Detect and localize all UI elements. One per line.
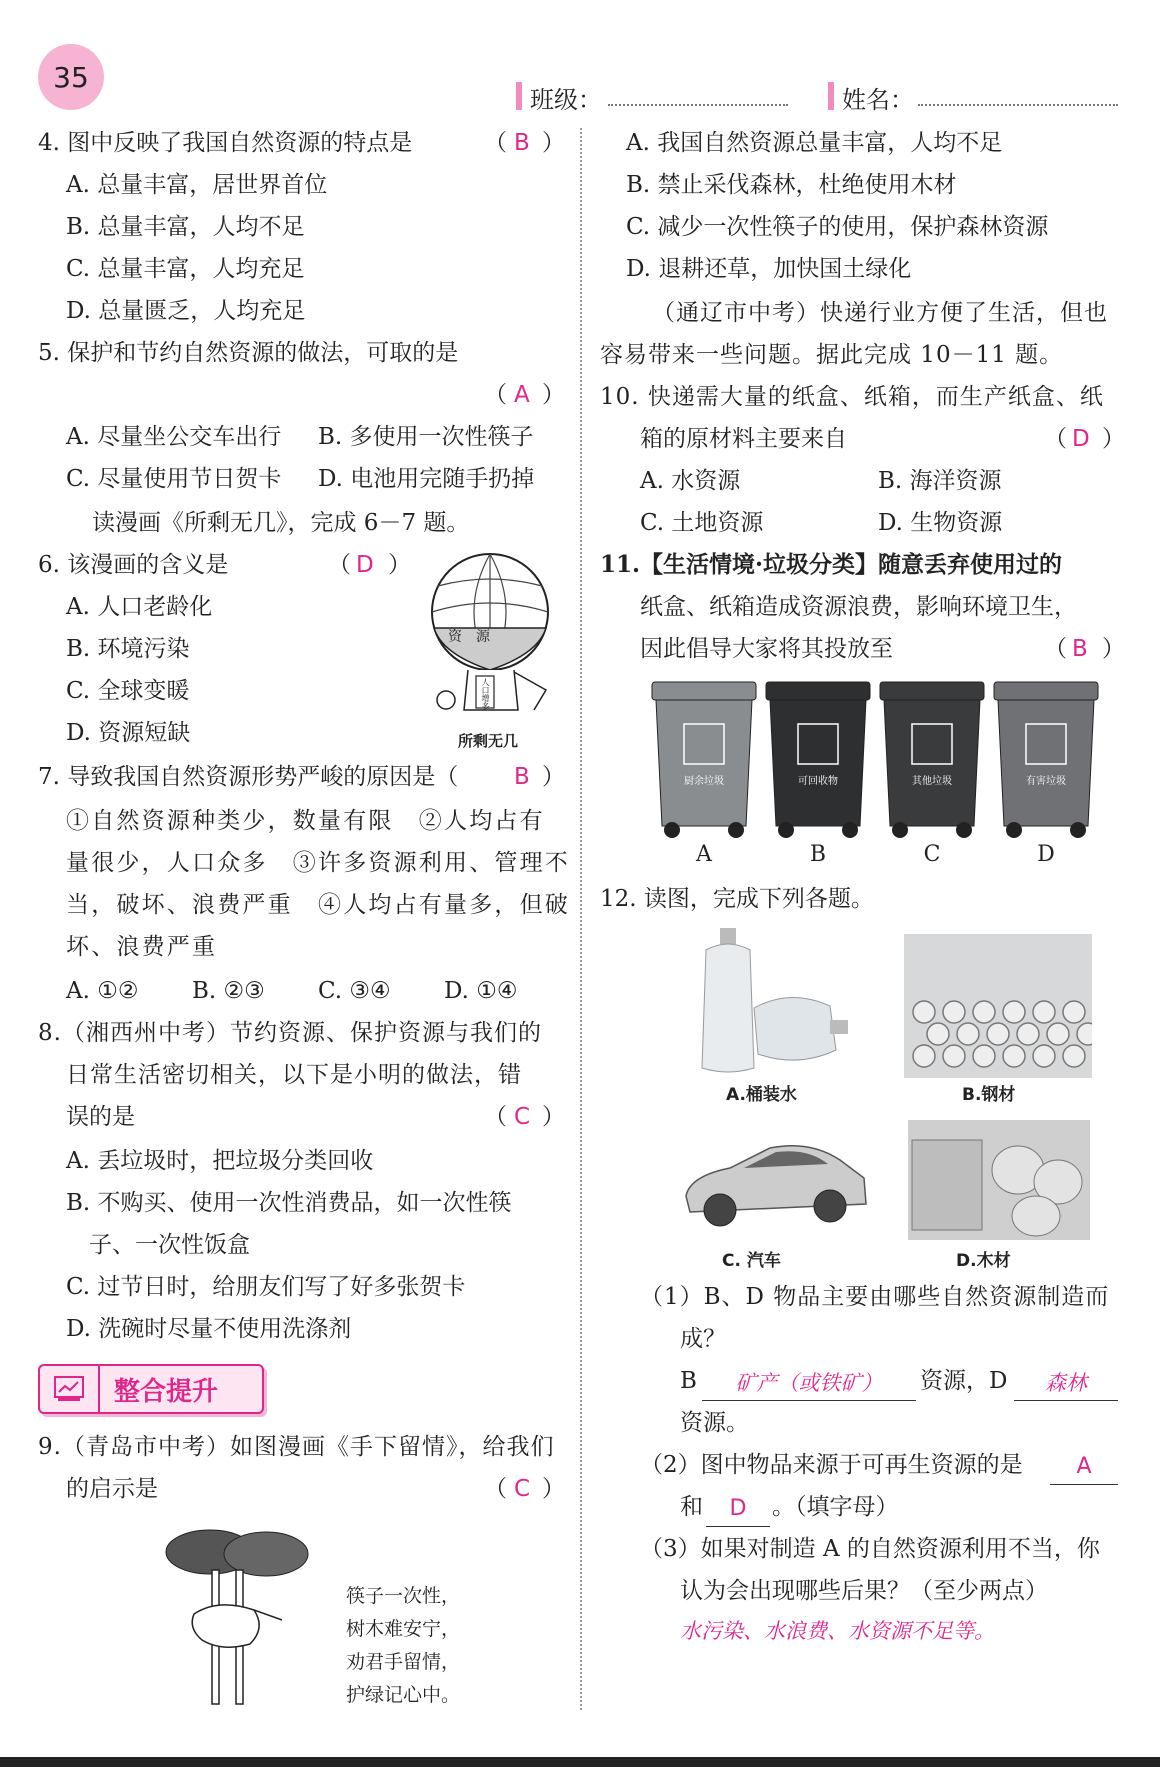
q9-option-a: A. 我国自然资源总量丰富，人均不足 xyxy=(626,130,1003,156)
trash-bin-label: 厨余垃圾 xyxy=(684,776,724,787)
q8-option-c: C. 过节日时，给朋友们写了好多张贺卡 xyxy=(66,1274,466,1300)
q10-option-b: B. 海洋资源 xyxy=(878,468,1002,494)
intro-10-11-a: （通辽市中考）快递行业方便了生活，但也 xyxy=(652,300,1108,326)
q9-stem-2: 的启示是 xyxy=(66,1476,158,1502)
wood-logs-icon xyxy=(908,1120,1090,1240)
trash-bin-icon xyxy=(878,680,986,840)
q10-paren-close: ） xyxy=(1102,426,1125,452)
q7-option-b: B. ②③ xyxy=(192,978,265,1004)
trash-bin-letter: C xyxy=(923,842,941,867)
trash-bin-label: 有害垃圾 xyxy=(1026,776,1066,787)
pipe-end xyxy=(1063,1001,1085,1023)
q6-option-b: B. 环境污染 xyxy=(66,636,190,662)
q4-answer: B xyxy=(514,130,530,156)
pipe-end xyxy=(943,1045,965,1067)
q4-paren-close: ） xyxy=(542,130,565,156)
q7-option-c: C. ③④ xyxy=(318,978,391,1004)
q12-p3-line-2: 认为会出现哪些后果？（至少两点） xyxy=(680,1578,1048,1604)
pipe-end xyxy=(1077,1023,1092,1045)
caption-c: C. 汽车 xyxy=(722,1251,781,1271)
class-bar xyxy=(516,82,522,110)
q11-stem-2: 纸盒、纸箱造成资源浪费，影响环境卫生， xyxy=(640,594,1077,620)
caption-a: A.桶装水 xyxy=(726,1085,797,1105)
q12-p1-b-letter: B xyxy=(680,1368,697,1394)
q7-option-d: D. ①④ xyxy=(444,978,518,1004)
q4-stem: 4. 图中反映了我国自然资源的特点是 xyxy=(38,130,413,156)
q5-stem: 5. 保护和节约自然资源的做法，可取的是 xyxy=(38,340,459,366)
q11-stem-1: 11.【生活情境·垃圾分类】随意丢弃使用过的 xyxy=(600,551,1063,578)
q11-answer: B xyxy=(1072,636,1088,662)
q5-option-b: B. 多使用一次性筷子 xyxy=(318,424,534,450)
q9-option-b: B. 禁止采伐森林，杜绝使用木材 xyxy=(626,172,957,198)
pipe-end xyxy=(1033,1045,1055,1067)
trash-bin-icon xyxy=(764,680,872,840)
q7-stem: 7. 导致我国自然资源形势严峻的原因是（ xyxy=(38,764,459,790)
bottom-bar xyxy=(0,1757,1160,1767)
trash-bin-icon xyxy=(992,680,1100,840)
page-number: 35 xyxy=(38,44,104,110)
q9-option-c: C. 减少一次性筷子的使用，保护森林资源 xyxy=(626,214,1049,240)
car-icon xyxy=(680,1126,870,1240)
caption-b: B.钢材 xyxy=(962,1085,1016,1105)
q7-paren-close: ） xyxy=(542,764,565,790)
q8-option-b: B. 不购买、使用一次性消费品，如一次性筷 xyxy=(66,1190,512,1216)
q6-option-d: D. 资源短缺 xyxy=(66,720,191,746)
q9-option-d: D. 退耕还草，加快国土绿化 xyxy=(626,256,912,282)
cartoon-caption: 所剩无几 xyxy=(458,732,519,750)
pipe-end xyxy=(1017,1023,1039,1045)
column-divider xyxy=(580,128,582,1710)
q11-paren-close: ） xyxy=(1102,636,1125,662)
name-label: 姓名： xyxy=(842,86,914,114)
q5-option-a: A. 尽量坐公交车出行 xyxy=(66,424,282,450)
q8-option-d: D. 洗碗时尽量不使用洗涤剂 xyxy=(66,1316,352,1342)
q12-p3-line-1: （3）如果对制造 A 的自然资源利用不当，你 xyxy=(640,1536,1100,1562)
q8-stem-2: 日常生活密切相关，以下是小明的做法，错 xyxy=(66,1062,522,1088)
q9-answer: C xyxy=(514,1476,531,1502)
q5-answer: A xyxy=(514,382,530,408)
q8-answer: C xyxy=(514,1104,531,1130)
q4-option-d: D. 总量匮乏，人均充足 xyxy=(66,298,306,324)
section-title: 整合提升 xyxy=(114,1376,219,1407)
q8-stem-3: 误的是 xyxy=(66,1104,135,1130)
q6-paren-close: ） xyxy=(388,552,411,578)
q4-option-c: C. 总量丰富，人均充足 xyxy=(66,256,305,282)
q8-paren-close: ） xyxy=(542,1104,565,1130)
globe-cartoon-icon xyxy=(418,550,568,730)
q11-paren-open: （ xyxy=(1044,636,1067,662)
wood-image xyxy=(908,1120,1090,1240)
trash-bin-icon xyxy=(650,680,758,840)
q8-paren-open: （ xyxy=(484,1104,507,1130)
q8-stem-1: 8.（湘西州中考）节约资源、保护资源与我们的 xyxy=(38,1020,542,1046)
steel-pipes-icon xyxy=(904,934,1092,1078)
pipe-end xyxy=(1003,1001,1025,1023)
q12-p1-mid: 资源，D xyxy=(920,1368,1008,1394)
car-image xyxy=(680,1126,870,1240)
name-field[interactable] xyxy=(918,104,1118,106)
water-bottle-icon xyxy=(680,928,860,1078)
cartoon-hands-off xyxy=(158,1524,328,1710)
q12-p1-d-answer[interactable]: 森林 xyxy=(1014,1366,1118,1401)
q12-p3-answer[interactable]: 水污染、水浪费、水资源不足等。 xyxy=(680,1619,995,1643)
trash-bin-a xyxy=(650,680,758,870)
q12-p2-and: 和 xyxy=(680,1494,703,1520)
trash-bin-label: 可回收物 xyxy=(798,776,838,787)
class-label: 班级： xyxy=(530,86,602,114)
pipe-end xyxy=(973,1001,995,1023)
class-field[interactable] xyxy=(608,104,788,106)
q10-answer: D xyxy=(1072,426,1090,452)
trash-bin-letter: D xyxy=(1037,842,1055,867)
poem-line-1: 筷子一次性， xyxy=(346,1585,461,1607)
trash-bin-label: 其他垃圾 xyxy=(912,776,952,787)
q10-stem-2: 箱的原材料主要来自 xyxy=(640,426,847,452)
q11-stem-3: 因此倡导大家将其投放至 xyxy=(640,636,893,662)
pipe-end xyxy=(957,1023,979,1045)
poem-line-3: 劝君手留情， xyxy=(346,1651,461,1673)
q9-stem-1: 9.（青岛市中考）如图漫画《手下留情》，给我们 xyxy=(38,1434,555,1460)
trash-bin-b xyxy=(764,680,872,870)
intro-6-7: 读漫画《所剩无几》，完成 6－7 题。 xyxy=(92,510,470,536)
q5-option-c: C. 尽量使用节日贺卡 xyxy=(66,466,282,492)
q7-line-1: ①自然资源种类少，数量有限 ②人均占有 xyxy=(66,808,545,834)
pipe-end xyxy=(913,1001,935,1023)
q10-option-a: A. 水资源 xyxy=(640,468,741,494)
q6-answer: D xyxy=(356,552,374,578)
q5-paren-close: ） xyxy=(542,382,565,408)
pipe-end xyxy=(927,1023,949,1045)
q12-p1-line-1: （1）B、D 物品主要由哪些自然资源制造而 xyxy=(640,1284,1110,1310)
q6-option-c: C. 全球变暖 xyxy=(66,678,190,704)
water-bottle-image xyxy=(680,928,860,1078)
q4-option-a: A. 总量丰富，居世界首位 xyxy=(66,172,328,198)
steel-image xyxy=(904,934,1092,1078)
q8-option-b-cont: 子、一次性饭盒 xyxy=(66,1232,250,1258)
q10-option-c: C. 土地资源 xyxy=(640,510,764,536)
q7-line-4: 坏、浪费严重 xyxy=(66,934,218,960)
section-banner xyxy=(38,1364,264,1414)
trash-bin-d xyxy=(992,680,1100,870)
q7-line-3: 当，破坏、浪费严重 ④人均占有量多，但破 xyxy=(66,892,570,918)
trash-bins xyxy=(650,680,1106,870)
poem-line-4: 护绿记心中。 xyxy=(346,1684,461,1706)
cartoon-label: 资 源 xyxy=(448,629,490,645)
q4-paren-open: （ xyxy=(484,130,507,156)
q10-paren-open: （ xyxy=(1044,426,1067,452)
q6-option-a: A. 人口老龄化 xyxy=(66,594,213,620)
q12-p2-line-1: （2）图中物品来源于可再生资源的是 xyxy=(640,1452,1023,1478)
trash-bin-letter: A xyxy=(696,842,712,867)
q4-option-b: B. 总量丰富，人均不足 xyxy=(66,214,305,240)
pipe-end xyxy=(987,1023,1009,1045)
q10-stem-1: 10. 快递需大量的纸盒、纸箱，而生产纸盒、纸 xyxy=(600,384,1104,410)
q9-paren-open: （ xyxy=(484,1476,507,1502)
pipe-end xyxy=(1063,1045,1085,1067)
pipe-end xyxy=(943,1001,965,1023)
q12-stem: 12. 读图，完成下列各题。 xyxy=(600,886,874,912)
q12-p2-end: 。（填字母） xyxy=(772,1494,899,1520)
q7-option-a: A. ①② xyxy=(66,978,139,1004)
chart-icon xyxy=(40,1366,100,1412)
q10-option-d: D. 生物资源 xyxy=(878,510,1003,536)
intro-10-11-b: 容易带来一些问题。据此完成 10－11 题。 xyxy=(600,342,1064,368)
q6-paren-open: （ xyxy=(328,552,351,578)
q12-p1-end: 资源。 xyxy=(680,1410,749,1436)
q7-answer: B xyxy=(514,764,530,790)
poem-line-2: 树木难安宁， xyxy=(346,1618,461,1640)
pipe-end xyxy=(1033,1001,1055,1023)
tree-chopsticks-icon xyxy=(158,1524,328,1710)
cartoon-resources-dwindling xyxy=(418,550,568,754)
pipe-end xyxy=(913,1045,935,1067)
pipe-end xyxy=(1047,1023,1069,1045)
name-bar xyxy=(828,82,834,110)
cartoon-tag: 人口增多 xyxy=(481,678,490,710)
q12-p1-line-2: 成？ xyxy=(680,1326,726,1352)
poem xyxy=(346,1580,460,1712)
q5-paren-open: （ xyxy=(484,382,507,408)
trash-bin-c xyxy=(878,680,986,870)
q9-paren-close: ） xyxy=(542,1476,565,1502)
pipe-end xyxy=(1003,1045,1025,1067)
q12-p2-answer-1[interactable]: A xyxy=(1050,1450,1118,1485)
q5-option-d: D. 电池用完随手扔掉 xyxy=(318,466,535,492)
pipe-end xyxy=(973,1045,995,1067)
q12-p1-b-answer[interactable]: 矿产（或铁矿） xyxy=(702,1366,916,1401)
trash-bin-letter: B xyxy=(809,842,827,867)
caption-d: D.木材 xyxy=(956,1251,1011,1271)
q7-line-2: 量很少，人口众多 ③许多资源利用、管理不 xyxy=(66,850,570,876)
q8-option-a: A. 丢垃圾时，把垃圾分类回收 xyxy=(66,1148,374,1174)
q12-p2-answer-2[interactable]: D xyxy=(706,1492,770,1527)
q6-stem: 6. 该漫画的含义是 xyxy=(38,552,229,578)
